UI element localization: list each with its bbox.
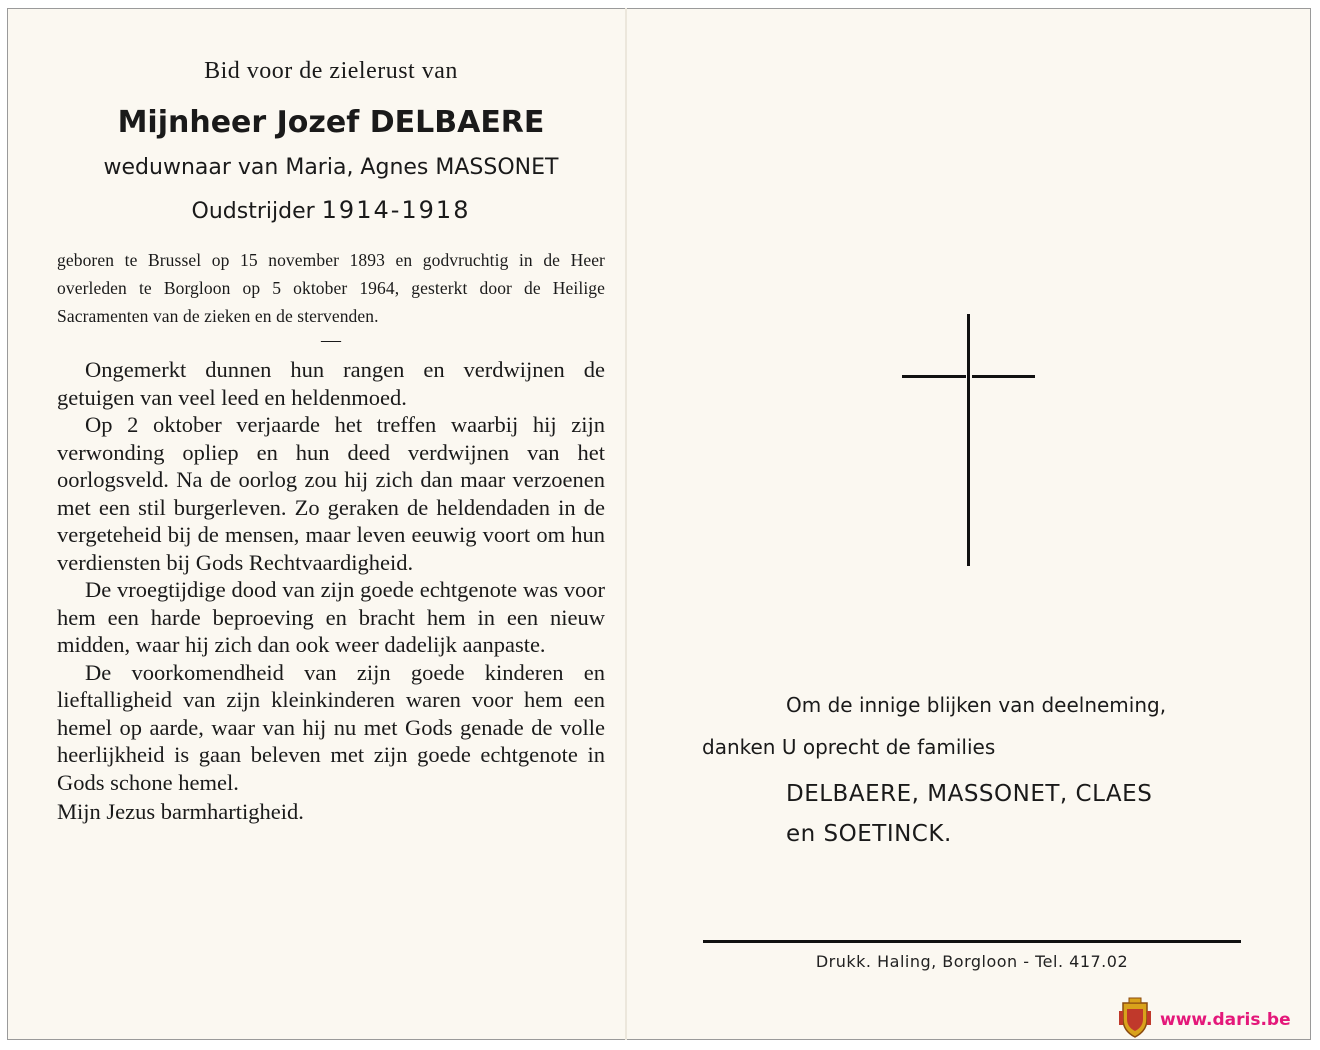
divider bbox=[703, 940, 1241, 943]
poem-paragraph: Op 2 oktober verjaarde het treffen waarbij hij zijn verwonding opliep en hun deed verdwijnen van het oorlogsveld. Na de oorlog zou hij zich dan maar verzoenen met een stil burgerleven. Zo geraken de heldendaden in de vergeteheid bij de mensen, maar leven eeuwig voort om hun verdiensten bij Gods Rechtvaardigheid. bbox=[57, 412, 605, 575]
fold-line bbox=[625, 8, 627, 1040]
acknowledgement bbox=[700, 686, 1260, 854]
poem-paragraph: De voorkomendheid van zijn goede kinderen en lieftalligheid van zijn kleinkinderen waren voor hem een hemel op aarde, waar van hij nu met Gods genade de volle heerlijkheid is gaan beleven met zijn goede echtgenote in Gods schone hemel. bbox=[57, 659, 605, 795]
families-line-2: en SOETINCK. bbox=[786, 821, 952, 847]
crest-icon bbox=[1118, 997, 1152, 1039]
veteran-years: 1914-1918 bbox=[321, 196, 471, 224]
biography: geboren te Brussel op 15 november 1893 en godvruchtig in de Heer overleden te Borgloon op 5 oktober 1964, gesterkt door de Heilige Sacramenten van de zieken en de stervenden. bbox=[57, 250, 605, 326]
families-line-1: DELBAERE, MASSONET, CLAES bbox=[786, 781, 1153, 807]
deceased-name: Mijnheer Jozef DELBAERE bbox=[117, 105, 545, 140]
watermark-url: www.daris.be bbox=[1160, 1010, 1291, 1030]
poem-paragraph: Ongemerkt dunnen hun rangen en verdwijnen de getuigen van veel leed en heldenmoed. bbox=[57, 357, 605, 410]
widower-line: weduwnaar van Maria, Agnes MASSONET bbox=[103, 155, 559, 180]
separator: — bbox=[321, 329, 341, 351]
veteran-line bbox=[57, 188, 605, 232]
thanks-line-2: danken U oprecht de families bbox=[702, 735, 996, 759]
cross-icon bbox=[902, 314, 1035, 566]
printer-credit: Drukk. Haling, Borgloon - Tel. 417.02 bbox=[815, 952, 1129, 971]
poem bbox=[57, 356, 605, 826]
veteran-label: Oudstrijder bbox=[191, 199, 315, 224]
left-panel bbox=[57, 58, 605, 826]
intro-line: Bid voor de zielerust van bbox=[204, 58, 458, 84]
poem-paragraph: De vroegtijdige dood van zijn goede echtgenote was voor hem een harde beproeving en bracht hem in een nieuw midden, waar hij zich dan ook weer dadelijk aanpaste. bbox=[57, 577, 605, 657]
thanks-line-1: Om de innige blijken van deelneming, bbox=[786, 693, 1167, 717]
closing-prayer: Mijn Jezus barmhartigheid. bbox=[57, 799, 304, 824]
